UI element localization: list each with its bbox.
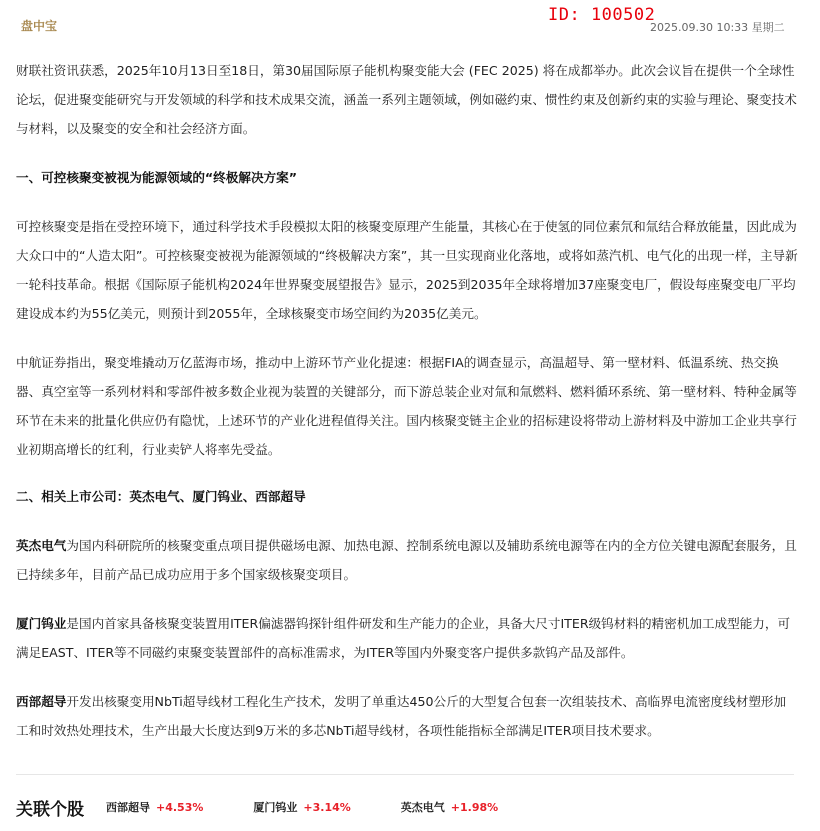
stock-change: +1.98% bbox=[450, 801, 499, 814]
id-watermark: ID: 100502 bbox=[548, 5, 656, 25]
company-name-2: 厦门钨业 bbox=[16, 616, 67, 631]
company-paragraph-2 bbox=[16, 609, 798, 667]
source-label: 盘中宝 bbox=[21, 19, 58, 33]
company-desc-2: 是国内首家具备核聚变装置用ITER偏滤器钨探针组件研发和生产能力的企业，具备大尺寸ITER级钨材料的精密机加工成型能力，可满足EAST、ITER等不同磁约束聚变装置部件的高标准需求，为ITER等国内外聚变客户提供多款钨产品及部件。 bbox=[16, 616, 791, 660]
article-body bbox=[16, 56, 798, 745]
company-desc-3: 开发出核聚变用NbTi超导线材工程化生产技术，发明了单重达450公斤的大型复合包套一次组装技术、高临界电流密度线材塑形加工和时效热处理技术，生产出最大长度达到9万米的多芯NbTi超导线材，各项性能指标全部满足ITER项目技术要求。 bbox=[16, 694, 787, 738]
stock-item-xibu[interactable] bbox=[106, 799, 203, 815]
stock-item-yingjie[interactable] bbox=[401, 799, 498, 815]
article-header bbox=[0, 0, 820, 44]
company-name-1: 英杰电气 bbox=[16, 538, 67, 553]
related-stocks-title: 关联个股 bbox=[16, 799, 84, 820]
intro-paragraph: 财联社资讯获悉，2025年10月13日至18日，第30届国际原子能机构聚变能大会 (FEC 2025) 将在成都举办。此次会议旨在提供一个全球性论坛，促进聚变能研究与开发领域的科学和技术成果交流，涵盖一系列主题领域，例如磁约束、惯性约束及创新约束的实验与理论、聚变技术与材料，以及聚变的安全和社会经济方面。 bbox=[16, 63, 797, 136]
section-1-paragraph-2: 中航证券指出，聚变堆撬动万亿蓝海市场，推动中上游环节产业化提速：根据FIA的调查显示，高温超导、第一壁材料、低温系统、热交换器、真空室等一系列材料和零部件被多数企业视为装置的关键部分，而下游总装企业对氚和氚燃料、燃料循环系统、第一壁材料、特种金属等环节在未来的批量化供应仍有隐忧，上述环节的产业化进程值得关注。国内核聚变链主企业的招标建设将带动上游材料及中游加工企业共享行业初期高增长的红利，行业卖铲人将率先受益。 bbox=[16, 355, 797, 457]
company-desc-1: 为国内科研院所的核聚变重点项目提供磁场电源、加热电源、控制系统电源以及辅助系统电源等在内的全方位关键电源配套服务，且已持续多年，目前产品已成功应用于多个国家级核聚变项目。 bbox=[16, 538, 797, 582]
section-1-paragraph-1: 可控核聚变是指在受控环境下，通过科学技术手段模拟太阳的核聚变原理产生能量，其核心在于使氢的同位素氘和氚结合释放能量，因此成为大众口中的“人造太阳”。可控核聚变被视为能源领域的“终极解决方案”，其一旦实现商业化落地，或将如蒸汽机、电气化的出现一样，主导新一轮科技革命。根据《国际原子能机构2024年世界聚变展望报告》显示，2025到2035年全球将增加37座聚变电厂，假设每座聚变电厂平均建设成本约为55亿美元，则预计到2055年，全球核聚变市场空间约为2035亿美元。 bbox=[16, 219, 798, 321]
stock-item-xiamen[interactable] bbox=[253, 799, 350, 815]
stock-name: 西部超导 bbox=[106, 801, 150, 814]
company-paragraph-1 bbox=[16, 531, 798, 589]
stock-name: 厦门钨业 bbox=[253, 801, 298, 814]
company-paragraph-3 bbox=[16, 687, 798, 745]
stock-name: 英杰电气 bbox=[400, 801, 445, 814]
stock-change: +3.14% bbox=[303, 801, 351, 814]
related-stocks bbox=[16, 794, 548, 820]
section-1-title: 一、可控核聚变被视为能源领域的“终极解决方案” bbox=[16, 170, 298, 185]
divider bbox=[16, 774, 794, 775]
company-name-3: 西部超导 bbox=[16, 694, 67, 709]
stock-change: +4.53% bbox=[156, 801, 204, 814]
publish-datetime: 2025.09.30 10:33 星期二 bbox=[650, 21, 785, 34]
section-2-title: 二、相关上市公司：英杰电气、厦门钨业、西部超导 bbox=[16, 489, 306, 504]
